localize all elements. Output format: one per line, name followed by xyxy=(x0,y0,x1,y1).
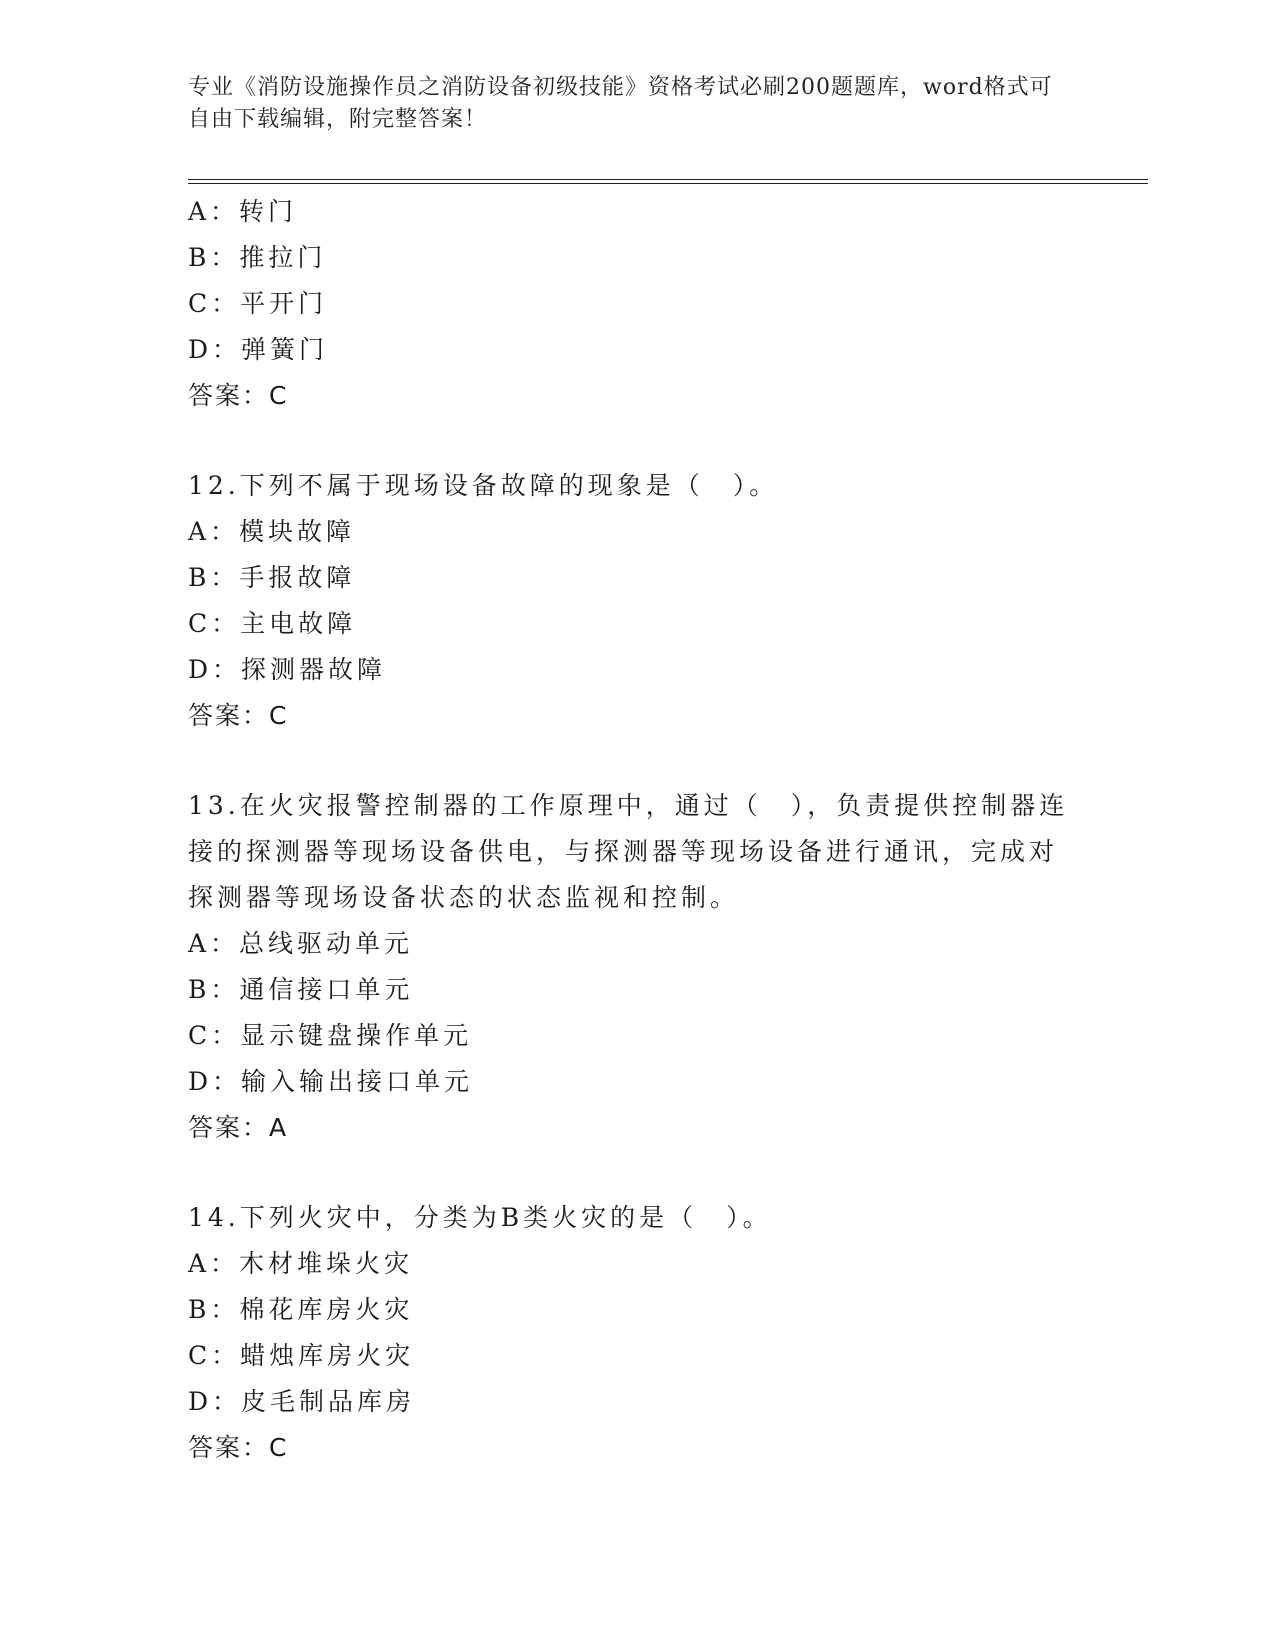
option-a: A：转门 xyxy=(188,197,298,226)
option-d: D：弹簧门 xyxy=(188,335,329,364)
option-d: D：探测器故障 xyxy=(188,655,387,684)
question-stem: 14.下列火灾中，分类为B类火灾的是（ ）。 xyxy=(188,1203,772,1232)
option-a: A：总线驱动单元 xyxy=(188,929,414,958)
header-rule-top xyxy=(188,179,1148,180)
answer: 答案：C xyxy=(188,1433,289,1462)
question-11-continued xyxy=(188,189,1088,419)
answer: 答案：C xyxy=(188,701,289,730)
option-c: C：显示键盘操作单元 xyxy=(188,1021,473,1050)
question-stem-line-1: 13.在火灾报警控制器的工作原理中，通过（ ），负责提供控制器连 xyxy=(188,791,1069,820)
option-b: B：推拉门 xyxy=(188,243,327,272)
document-header: 专业《消防设施操作员之消防设备初级技能》资格考试必刷200题题库，word格式可自由下载编辑，附完整答案！ xyxy=(188,75,1053,132)
question-stem: 12.下列不属于现场设备故障的现象是（ ）。 xyxy=(188,471,779,500)
option-b: B：棉花库房火灾 xyxy=(188,1295,414,1324)
answer: 答案：A xyxy=(188,1113,289,1142)
option-c: C：主电故障 xyxy=(188,609,357,638)
question-content xyxy=(188,189,1088,1471)
question-stem-line-2: 接的探测器等现场设备供电，与探测器等现场设备进行通讯，完成对 xyxy=(188,837,1059,866)
option-b: B：通信接口单元 xyxy=(188,975,414,1004)
option-d: D：输入输出接口单元 xyxy=(188,1067,474,1096)
option-b: B：手报故障 xyxy=(188,563,356,592)
option-c: C：平开门 xyxy=(188,289,328,318)
question-stem-line-3: 探测器等现场设备状态的状态监视和控制。 xyxy=(188,883,740,912)
question-12 xyxy=(188,463,1088,739)
option-a: A：木材堆垛火灾 xyxy=(188,1249,414,1278)
option-c: C：蜡烛库房火灾 xyxy=(188,1341,415,1370)
option-d: D：皮毛制品库房 xyxy=(188,1387,416,1416)
question-14 xyxy=(188,1195,1088,1471)
header-rule-bottom xyxy=(188,183,1148,184)
question-13 xyxy=(188,783,1088,1151)
answer: 答案：C xyxy=(188,381,289,410)
option-a: A：模块故障 xyxy=(188,517,356,546)
